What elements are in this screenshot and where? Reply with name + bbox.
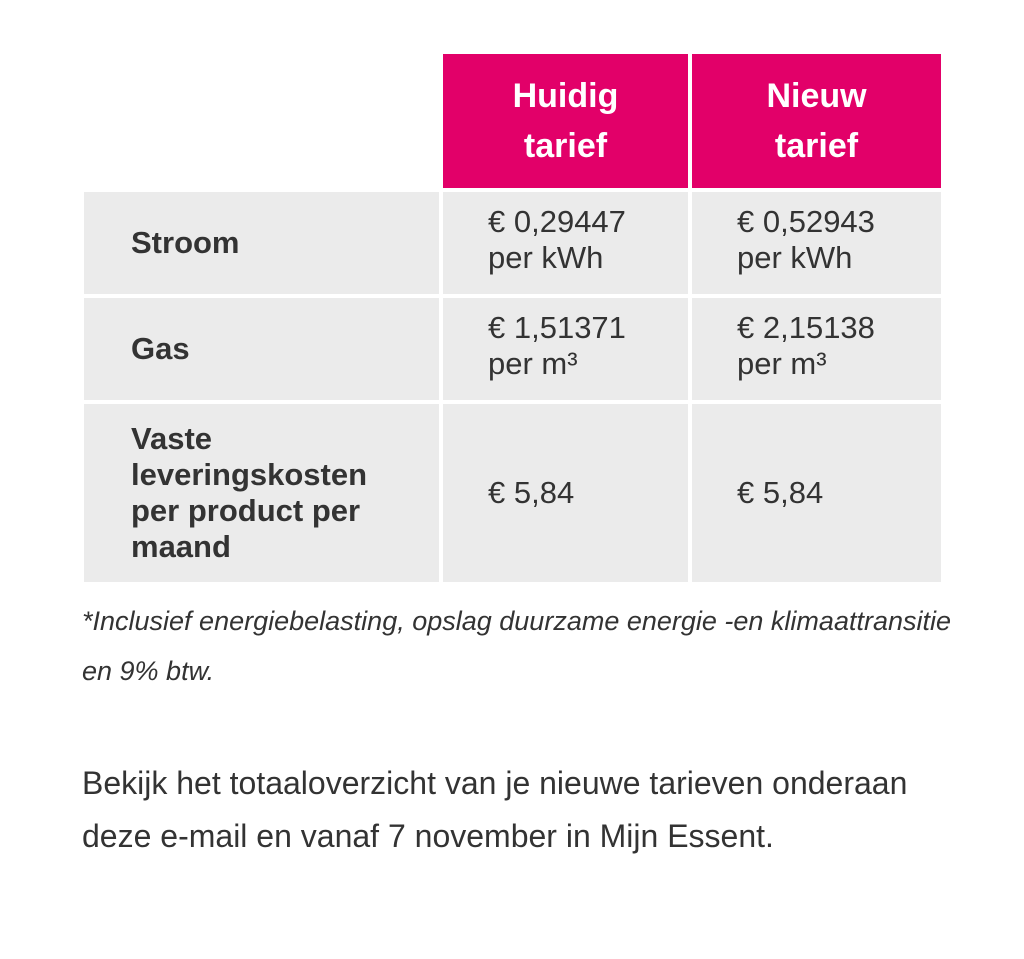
stroom-new-value	[692, 192, 941, 294]
gas-current-value	[443, 298, 688, 400]
row-label-stroom	[84, 192, 439, 294]
value-text: € 0,29447 per kWh	[488, 204, 626, 275]
table-corner-cell	[84, 54, 439, 188]
tariff-table	[84, 54, 941, 582]
value-text: € 5,84	[737, 475, 824, 510]
row-label-fixed-costs	[84, 404, 439, 582]
header-new-tariff	[692, 54, 941, 188]
row-label-text: Vaste leveringskosten per product per maand	[131, 421, 368, 564]
row-label-text: Gas	[131, 331, 190, 366]
overview-paragraph: Bekijk het totaaloverzicht van je nieuwe tarieven onderaan deze e-mail en vanaf 7 november in Mijn Essent.	[82, 765, 908, 854]
stroom-current-value	[443, 192, 688, 294]
gas-new-value	[692, 298, 941, 400]
header-current-tariff	[443, 54, 688, 188]
value-text: € 1,51371 per m³	[488, 310, 626, 381]
fixed-costs-new-value	[692, 404, 941, 582]
tax-footnote: *Inclusief energiebelasting, opslag duurzame energie -en klimaattransitie en 9% btw.	[82, 606, 951, 686]
header-new-tariff-label: Nieuw tarief	[766, 77, 867, 165]
row-label-text: Stroom	[131, 225, 240, 260]
row-label-gas	[84, 298, 439, 400]
value-text: € 0,52943 per kWh	[737, 204, 875, 275]
value-text: € 5,84	[488, 475, 575, 510]
value-text: € 2,15138 per m³	[737, 310, 875, 381]
header-current-tariff-label: Huidig tarief	[512, 77, 619, 165]
fixed-costs-current-value	[443, 404, 688, 582]
